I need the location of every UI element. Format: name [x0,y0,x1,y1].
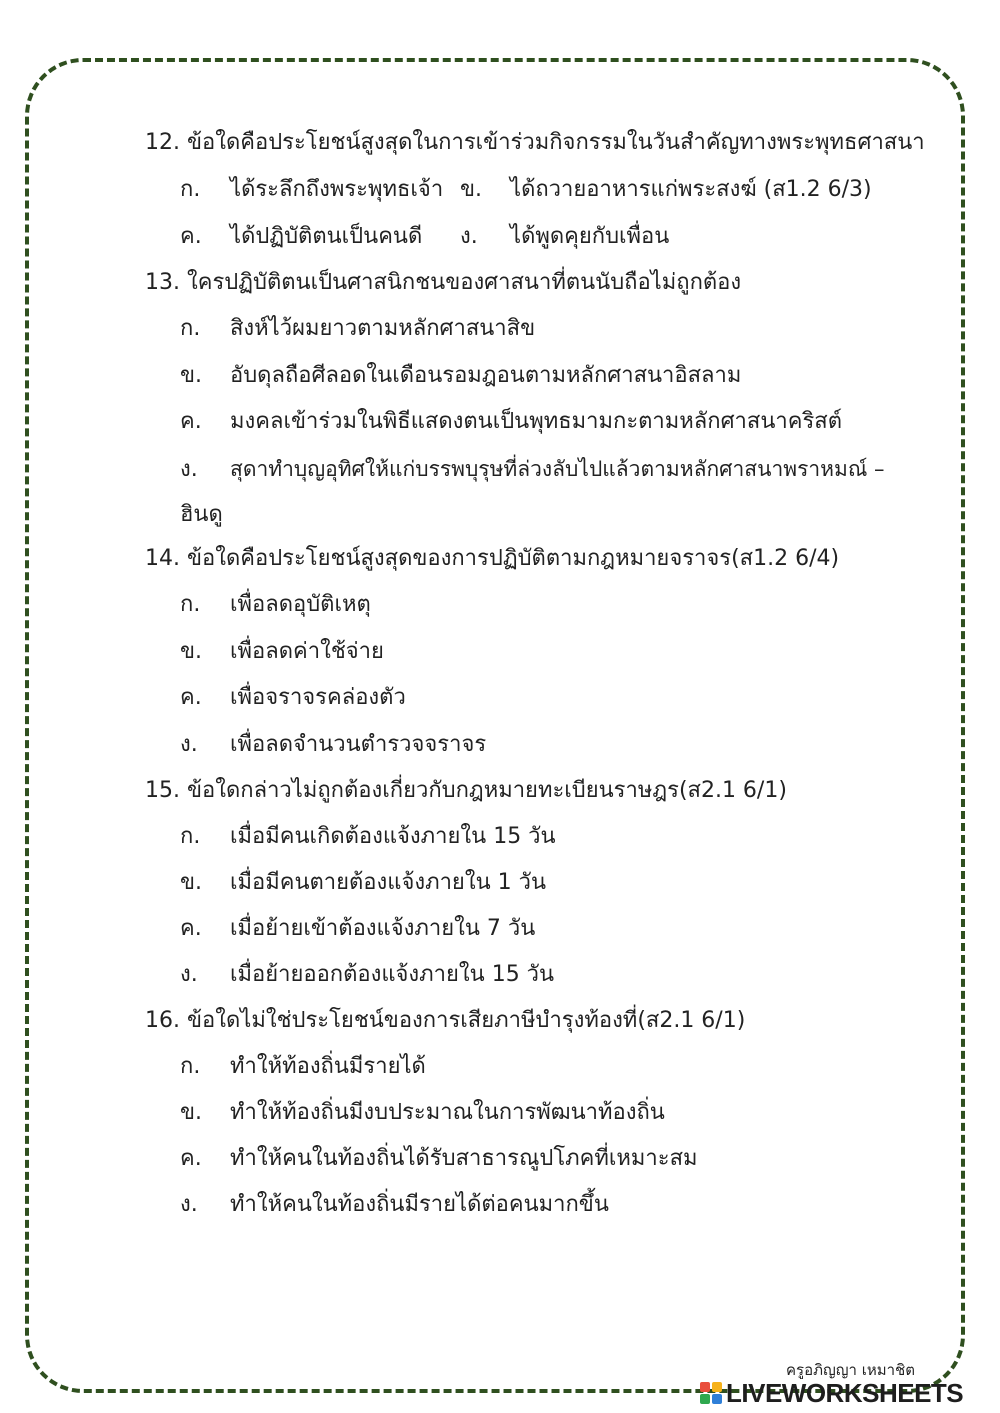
choice-text[interactable]: เมื่อมีคนเกิดต้องแจ้งภายใน 15 วัน [230,824,556,849]
choice-mark: ข. [460,177,483,202]
choice-text[interactable]: ทำให้คนในท้องถิ่นมีรายได้ต่อคนมากขึ้น [230,1192,609,1217]
question-number: 15. [145,778,180,803]
choice-row[interactable] [180,1098,665,1128]
choice-text[interactable]: สิงห์ไว้ผมยาวตามหลักศาสนาสิข [230,316,536,341]
question-15 [145,776,787,806]
choice-mark: ง. [180,732,198,757]
choice-mark: ก. [180,316,201,341]
choice-text[interactable]: อับดุลถือศีลอดในเดือนรอมฎอนตามหลักศาสนาอิสลาม [230,363,742,388]
question-number: 16. [145,1008,180,1033]
choice-row[interactable] [180,868,546,898]
choice-row[interactable] [180,454,885,485]
choice-text[interactable]: เมื่อย้ายออกต้องแจ้งภายใน 15 วัน [230,962,555,987]
choice-row[interactable] [180,822,556,852]
choice-text[interactable]: ได้ถวายอาหารแก่พระสงฆ์ (ส1.2 6/3) [510,177,872,202]
question-number: 12. [145,130,180,155]
choice-mark: ก. [180,592,201,617]
choice-text[interactable]: เมื่อมีคนตายต้องแจ้งภายใน 1 วัน [230,870,546,895]
choice-mark: ก. [180,824,201,849]
choice-mark: ข. [180,870,203,895]
question-text: ข้อใดคือประโยชน์สูงสุดของการปฏิบัติตามกฎหมายจราจร(ส1.2 6/4) [187,546,840,571]
question-14 [145,544,839,574]
choice-row[interactable] [180,1190,609,1220]
choice-row[interactable] [180,914,535,944]
choice-row[interactable] [180,590,371,620]
question-12 [145,128,925,158]
choice-text[interactable]: ได้ระลึกถึงพระพุทธเจ้า [230,177,444,202]
choice-row[interactable] [180,314,535,344]
question-text: ใครปฏิบัติตนเป็นศาสนิกชนของศาสนาที่ตนนับถือไม่ถูกต้อง [187,270,742,295]
choice-text[interactable]: เพื่อลดค่าใช้จ่าย [230,639,384,664]
choice-text[interactable]: ทำให้ท้องถิ่นมีรายได้ [230,1054,426,1079]
question-16 [145,1006,745,1036]
choice-mark: ง. [180,457,198,482]
choice-mark: ง. [460,224,478,249]
choice-text[interactable]: มงคลเข้าร่วมในพิธีแสดงตนเป็นพุทธมามกะตามหลักศาสนาคริสต์ [230,409,842,434]
choice-mark: ง. [180,1192,198,1217]
brand-name: LIVEWORKSHEETS [726,1377,964,1408]
choice-row[interactable] [180,1144,698,1174]
choice-row[interactable] [180,683,406,713]
choice-mark: ก. [180,177,201,202]
choice-row [180,222,669,252]
question-number: 13. [145,270,180,295]
choice-row[interactable] [180,407,842,437]
choice-mark: ข. [180,363,203,388]
question-text: ข้อใดกล่าวไม่ถูกต้องเกี่ยวกับกฎหมายทะเบียนราษฎร(ส2.1 6/1) [187,778,787,803]
liveworksheets-logo-icon [700,1382,722,1404]
choice-mark: ค. [180,224,202,249]
choice-text[interactable]: เพื่อลดจำนวนตำรวจจราจร [230,732,487,757]
choice-row[interactable] [180,1052,426,1082]
liveworksheets-brand[interactable] [700,1377,964,1408]
choice-mark: ข. [180,639,203,664]
question-text: ข้อใดคือประโยชน์สูงสุดในการเข้าร่วมกิจกรรมในวันสำคัญทางพระพุทธศาสนา [187,130,925,155]
choice-mark: ค. [180,685,202,710]
choice-text[interactable]: เพื่อลดอุบัติเหตุ [230,592,371,617]
choice-row[interactable] [180,361,741,391]
choice-mark: ค. [180,1146,202,1171]
choice-text[interactable]: ได้พูดคุยกับเพื่อน [510,224,670,249]
choice-text[interactable]: ทำให้คนในท้องถิ่นได้รับสาธารณูปโภคที่เหมาะสม [230,1146,698,1171]
choice-mark: ข. [180,1100,203,1125]
question-text: ข้อใดไม่ใช่ประโยชน์ของการเสียภาษีบำรุงท้องที่(ส2.1 6/1) [187,1008,746,1033]
choice-mark: ค. [180,916,202,941]
choice-row[interactable] [180,637,384,667]
question-number: 14. [145,546,180,571]
choice-text[interactable]: ได้ปฏิบัติตนเป็นคนดี [230,224,423,249]
choice-row[interactable] [180,730,486,760]
choice-mark: ค. [180,409,202,434]
choice-text[interactable]: เพื่อจราจรคล่องตัว [230,685,406,710]
choice-text[interactable]: สุดาทำบุญอุทิศให้แก่บรรพบุรุษที่ล่วงลับไปแล้วตามหลักศาสนาพราหมณ์ – [230,457,885,481]
choice-text-continuation: ฮินดู [180,502,223,527]
choice-text[interactable]: เมื่อย้ายเข้าต้องแจ้งภายใน 7 วัน [230,916,536,941]
choice-mark: ก. [180,1054,201,1079]
choice-row[interactable] [180,960,554,990]
choice-text[interactable]: ทำให้ท้องถิ่นมีงบประมาณในการพัฒนาท้องถิ่น [230,1100,665,1125]
author-credit: ครูอภิญญา เหมาชิต [786,1361,915,1379]
choice-mark: ง. [180,962,198,987]
question-13 [145,268,741,298]
choice-row [180,175,872,205]
